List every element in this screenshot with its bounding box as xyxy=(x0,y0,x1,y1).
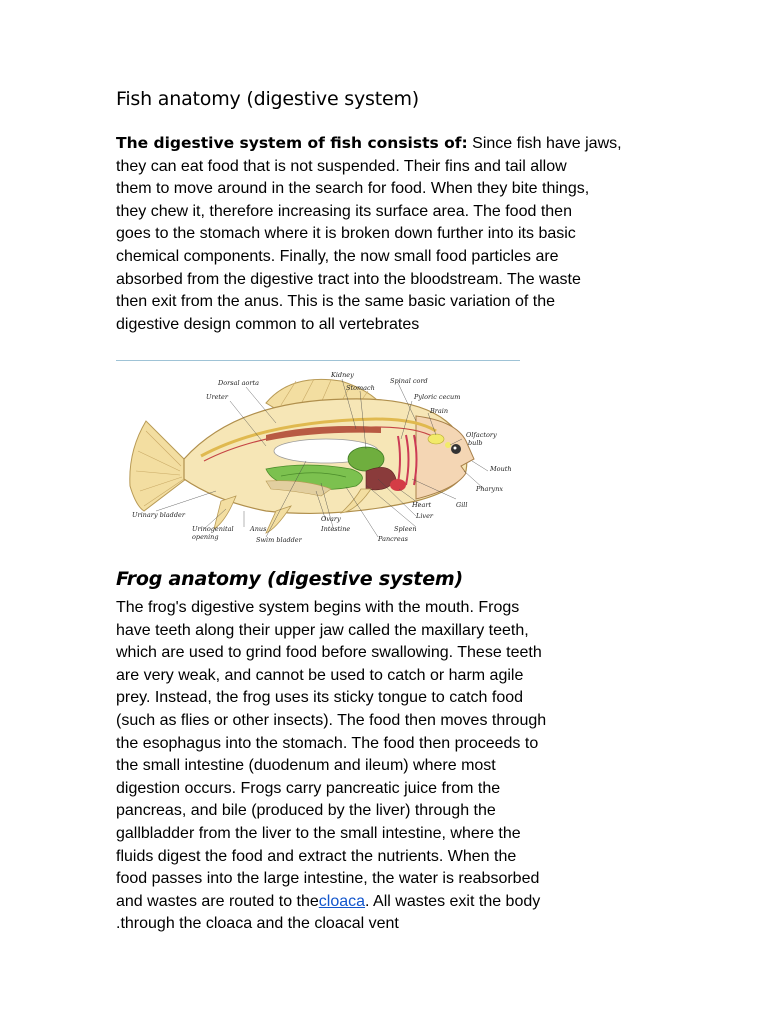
label-dorsal-aorta: Dorsal aorta xyxy=(218,379,259,387)
fish-line: they chew it, therefore increasing its surface area. The food then xyxy=(116,202,572,220)
label-mouth: Mouth xyxy=(490,465,512,473)
label-anus: Anus xyxy=(250,525,267,533)
fish-line: them to move around in the search for food. When they bite things, xyxy=(116,180,590,198)
label-kidney: Kidney xyxy=(331,371,354,379)
label-stomach: Stomach xyxy=(346,384,375,392)
frog-line: have teeth along their upper jaw called the maxillary teeth, xyxy=(116,621,529,639)
label-olfactory-bulb: bulb xyxy=(468,439,483,447)
frog-line: digestion occurs. Frogs carry pancreatic juice from the xyxy=(116,779,501,797)
fish-paragraph xyxy=(116,132,656,336)
frog-line: which are used to grind food before swallowing. These teeth xyxy=(116,644,542,662)
frog-paragraph xyxy=(116,597,616,936)
label-urinary-bladder: Urinary bladder xyxy=(132,511,185,519)
fish-line: then exit from the anus. This is the same basic variation of the xyxy=(116,293,556,311)
label-intestine: Intestine xyxy=(321,525,351,533)
label-olfactory: Olfactory xyxy=(466,431,497,439)
fish-line: they can eat food that is not suspended. Their fins and tail allow xyxy=(116,157,567,175)
label-spleen: Spleen xyxy=(394,525,417,533)
fish-anatomy-diagram xyxy=(116,360,520,549)
frog-line: and wastes are routed to the xyxy=(116,892,319,910)
frog-line: food passes into the large intestine, the water is reabsorbed xyxy=(116,870,540,888)
frog-line: gallbladder from the liver to the small intestine, where the xyxy=(116,824,521,842)
frog-section-title: Frog anatomy (digestive system) xyxy=(116,568,463,590)
fish-line: chemical components. Finally, the now small food particles are xyxy=(116,247,559,265)
frog-line: are very weak, and cannot be used to catch or harm agile xyxy=(116,666,524,684)
frog-line: the esophagus into the stomach. The food then proceeds to xyxy=(116,734,539,752)
frog-line: . All wastes exit the body xyxy=(365,892,541,910)
fish-section-title: Fish anatomy (digestive system) xyxy=(116,88,420,110)
label-spinal-cord: Spinal cord xyxy=(390,377,428,385)
label-gill: Gill xyxy=(456,501,468,509)
label-urinogenital-opening: opening xyxy=(192,533,219,541)
fish-line: goes to the stomach where it is broken down further into its basic xyxy=(116,225,576,243)
fish-line: absorbed from the digestive tract into the bloodstream. The waste xyxy=(116,270,581,288)
fish-paragraph-lead: The digestive system of fish consists of: xyxy=(116,134,468,152)
label-pancreas: Pancreas xyxy=(378,535,408,543)
label-ureter: Ureter xyxy=(206,393,228,401)
frog-line: fluids digest the food and extract the nutrients. When the xyxy=(116,847,517,865)
frog-line: prey. Instead, the frog uses its sticky tongue to catch food xyxy=(116,689,524,707)
frog-line: the small intestine (duodenum and ileum) where most xyxy=(116,757,496,775)
label-liver: Liver xyxy=(416,512,434,520)
label-pharynx: Pharynx xyxy=(476,485,504,493)
cloaca-link[interactable]: cloaca xyxy=(318,892,366,910)
label-urinogenital: Urinogenital xyxy=(192,525,234,533)
frog-line: The frog's digestive system begins with the mouth. Frogs xyxy=(116,599,520,616)
frog-line-last: .through the cloaca and the cloacal vent xyxy=(116,915,399,933)
fish-line: digestive design common to all vertebrates xyxy=(116,315,420,333)
frog-line: pancreas, and bile (produced by the liver) through the xyxy=(116,802,496,820)
label-brain: Brain xyxy=(430,407,449,415)
fish-line: Since fish have jaws, xyxy=(467,135,622,152)
frog-line: (such as flies or other insects). The food then moves through xyxy=(116,711,547,729)
label-swim-bladder: Swim bladder xyxy=(256,536,302,544)
label-heart: Heart xyxy=(412,501,432,509)
label-pyloric-cecum: Pyloric cecum xyxy=(414,393,461,401)
fish-anatomy-illustration xyxy=(116,361,520,549)
label-ovary: Ovary xyxy=(321,515,341,523)
